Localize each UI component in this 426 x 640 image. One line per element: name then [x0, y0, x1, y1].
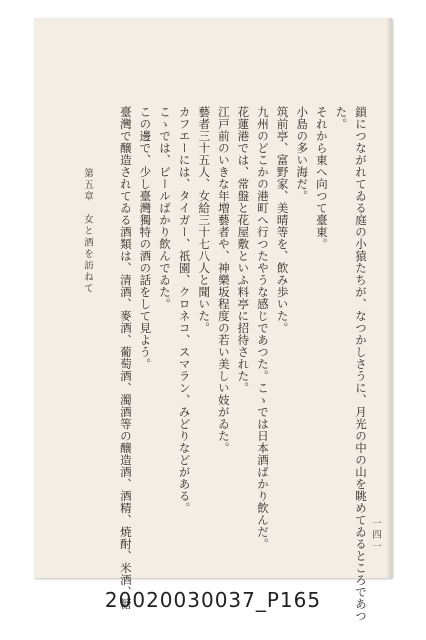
text-column: 鎖につながれてゐる庭の小猿たちが、なつかしさうに、月光の中の山を眺めてゐるところであつ [354, 106, 368, 622]
text-column: この邊で、少し臺灣獨特の酒の話をして見よう。 [138, 106, 153, 370]
page-number: 一四一 [370, 518, 381, 553]
text-column: 花蓮港では、常盤と花屋敷といふ料亭に招待された。 [236, 106, 251, 394]
text-column: 九州のどこかの港町へ行つたやうな感じであつた。こゝでは日本酒ばかり飲んだ。 [256, 106, 270, 550]
text-column: 筑前亭、富野家、美晴等を、飲み歩いた。 [275, 106, 290, 334]
text-column: た。 [334, 106, 349, 130]
text-column: 江戸前のいきな年増藝者や、神樂坂程度の若い美しい妓がゐた。 [216, 106, 231, 454]
text-column: 小島の多い海だ。 [295, 106, 310, 202]
text-column: こゝでは、ビールばかり飲んでゐた。 [158, 106, 172, 310]
text-column: カフエーには、タイガー、祇園、クロネコ、スマラン、みどりなどがある。 [177, 106, 192, 514]
page-edge-shadow [386, 18, 392, 578]
image-caption: 20020030037_P165 [104, 588, 322, 612]
text-column: 臺灣で醸造されてゐる酒類は、清酒、麥酒、葡萄酒、濁酒等の醸造酒、酒精、焼酎、米酒、糖 [118, 106, 133, 610]
text-column: 藝者三十五人、女給三十七八人と聞いた。 [197, 106, 212, 334]
text-column: それから東へ向つて臺東。 [314, 106, 329, 250]
running-header: 第五章 女と酒を訪ねて [82, 168, 93, 295]
